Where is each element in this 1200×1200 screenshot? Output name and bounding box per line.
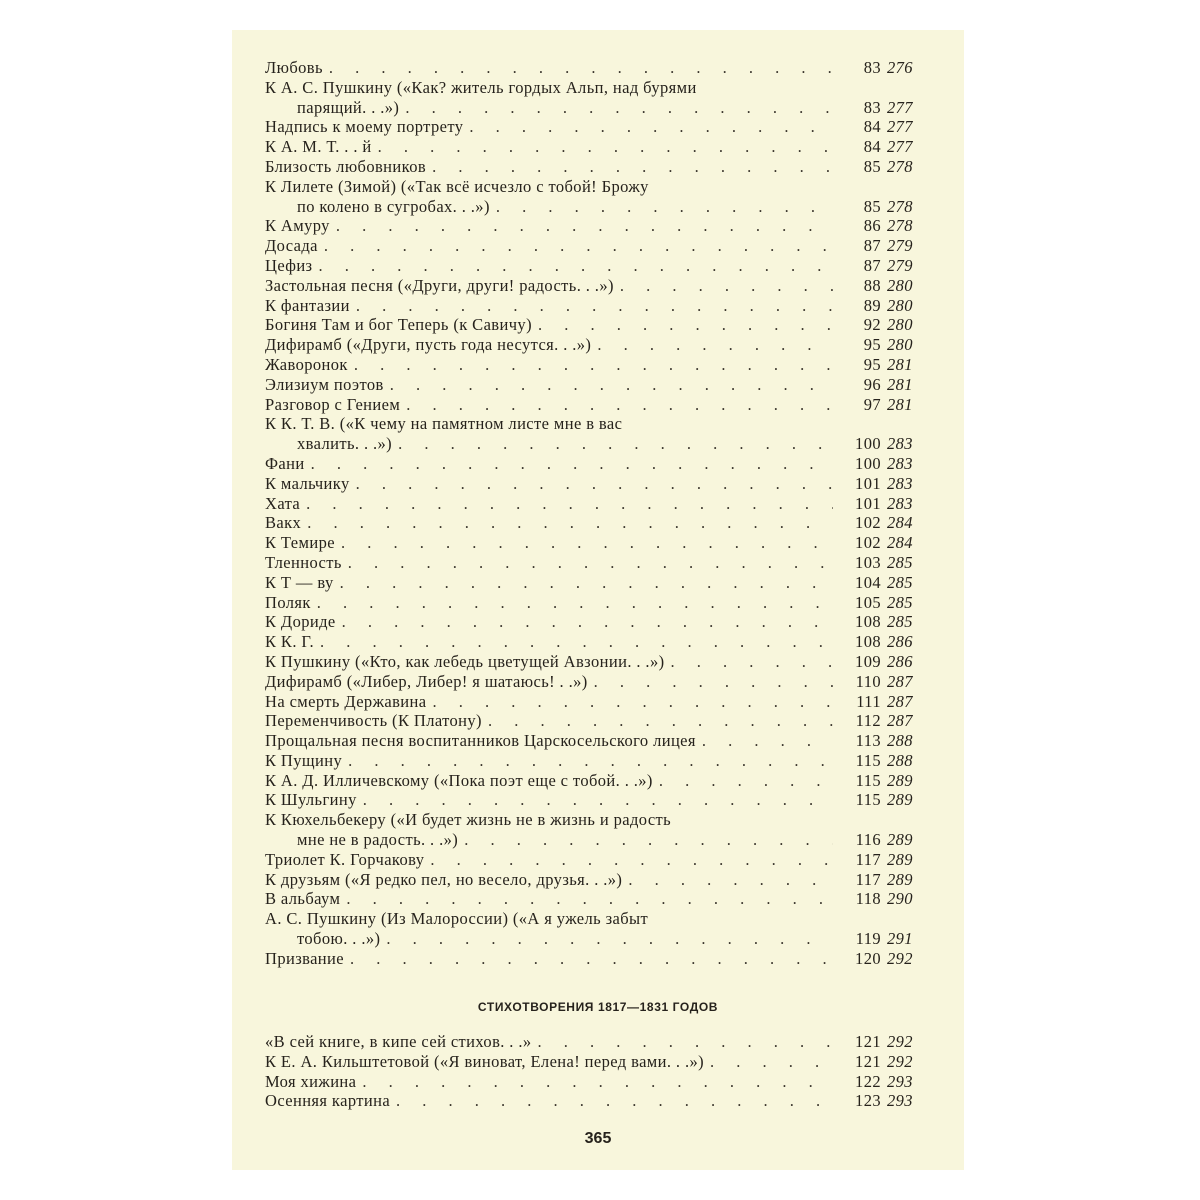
toc-entry-notes-page: 280 [887,275,913,295]
dot-leader [340,573,833,593]
toc-entry-title: Осенняя картина [265,1091,391,1111]
toc-entry-title: К Т — ву [265,572,334,592]
toc-entry-notes-page: 283 [887,493,913,513]
toc-entry-title-line: К Кюхельбекеру («И будет жизнь не в жизнь и радость [265,810,672,830]
toc-entry [265,949,929,969]
toc-entry-page: 83 [863,97,881,117]
toc-entry [265,256,929,276]
toc-entry-page: 86 [863,216,881,236]
toc-entry-notes-page: 289 [887,790,913,810]
toc-entry-notes-page: 287 [887,691,913,711]
toc-entry-page: 105 [855,592,881,612]
toc-entry [265,692,929,712]
toc-entry-title-line: К Лилете (Зимой) («Так всё исчезло с тобой! Брожу [265,176,649,196]
dot-leader [594,672,833,692]
toc-entry [265,711,929,731]
toc-entry [265,593,929,613]
toc-entry-notes-page: 287 [887,671,913,691]
dot-leader [390,375,833,395]
dot-leader [406,395,833,415]
toc-entry-title: Цефиз [265,255,313,275]
toc-entry-page: 92 [863,315,881,335]
dot-leader [324,236,833,256]
toc-entry-notes-page: 281 [887,374,913,394]
dot-leader [464,830,833,850]
toc-entry-notes-page: 290 [887,889,913,909]
toc-entry-title: К фантазии [265,295,350,315]
dot-leader [659,771,833,791]
toc-entry-notes-page: 276 [887,58,913,77]
toc-entry-title: К Е. А. Кильштетовой («Я виноват, Елена! перед вами. . .») [265,1051,705,1071]
toc-entry-title: Поляк [265,592,311,612]
toc-entry-title: К Пущину [265,750,343,770]
toc-entry-page: 117 [855,869,881,889]
toc-entry-notes-page: 289 [887,869,913,889]
toc-entry-notes-page: 279 [887,236,913,256]
toc-entry-page: 87 [863,255,881,275]
toc-entry-title: Близость любовников [265,156,427,176]
toc-entry-notes-page: 285 [887,612,913,632]
toc-entry [265,1072,929,1092]
toc-entry-page: 117 [855,849,881,869]
toc-entry-title: К Амуру [265,216,330,236]
toc-entry [265,731,929,751]
toc-entry-title: Дифирамб («Либер, Либер! я шатаюсь! . .») [265,671,588,691]
toc-entry-page: 116 [855,830,881,850]
dot-leader [356,296,833,316]
toc-entry-page: 115 [855,750,881,770]
toc-entry-title: Разговор с Гением [265,394,401,414]
toc-entry [265,434,929,454]
toc-entry-notes-page: 277 [887,117,913,137]
toc-entry-page: 108 [855,632,881,652]
toc-entry-page: 115 [855,770,881,790]
toc-entry [265,612,929,632]
toc-entry-notes-page: 277 [887,97,913,117]
dot-leader [346,889,833,909]
toc-entry-notes-page: 283 [887,453,913,473]
toc-entry-page: 121 [855,1051,881,1071]
toc-entry-title: Призвание [265,948,344,968]
section-heading: СТИХОТВОРЕНИЯ 1817—1831 ГОДОВ [477,1000,719,1014]
toc-entry-title: К А. Д. Илличевскому («Пока поэт еще с тобой. . .») [265,770,653,790]
toc-entry-title: Жаворонок [265,354,348,374]
toc-entry-notes-page: 287 [887,711,913,731]
toc-entry [265,216,929,236]
toc-entry [265,454,929,474]
dot-leader [398,434,833,454]
toc-entry [265,296,929,316]
toc-entry-notes-page: 289 [887,770,913,790]
toc-entry-title: Богиня Там и бог Теперь (к Савичу) [265,315,532,335]
toc-entry-page: 101 [855,493,881,513]
dot-leader [432,692,833,712]
toc-entry-title: К мальчику [265,473,350,493]
toc-entry-title-line: К А. С. Пушкину («Как? житель гордых Альп, над бурями [265,77,697,97]
toc-entry-notes-page: 286 [887,651,913,671]
toc-entry-notes-page: 284 [887,513,913,533]
dot-leader [710,1052,833,1072]
toc-entry-title: Хата [265,493,301,513]
toc-entry-page: 115 [855,790,881,810]
toc-entry-title: Прощальная песня воспитанников Царскосельского лицея [265,731,696,751]
toc-entry-page: 85 [863,156,881,176]
toc-entry-title: тобою. . .») [297,929,381,949]
toc-entry [265,513,929,533]
toc-entry [265,573,929,593]
toc-entry-page: 112 [855,711,881,731]
dot-leader [671,652,834,672]
toc-entry-title: мне не в радость. . .») [297,830,459,850]
toc-entry-title: Любовь [265,58,323,77]
toc-entry-page: 102 [855,513,881,533]
table-of-contents [265,58,929,969]
toc-entry-notes-page: 286 [887,632,913,652]
dot-leader [496,197,833,217]
toc-entry-title: К А. М. Т. . . й [265,137,372,157]
toc-entry-page: 100 [855,434,881,454]
toc-entry [265,1052,929,1072]
table-of-contents-section-2 [265,1032,929,1111]
toc-entry [265,375,929,395]
toc-entry-notes-page: 293 [887,1071,913,1091]
toc-entry-page: 121 [855,1032,881,1051]
dot-leader [597,335,833,355]
dot-leader [405,98,833,118]
toc-entry [265,1032,929,1052]
toc-entry-title: хвалить. . .») [297,434,393,454]
dot-leader [348,751,833,771]
toc-entry [265,494,929,514]
toc-entry-title: На смерть Державина [265,691,427,711]
toc-entry-notes-page: 288 [887,731,913,751]
toc-entry-page: 102 [855,533,881,553]
toc-entry-page: 108 [855,612,881,632]
toc-entry-page: 95 [863,335,881,355]
toc-entry-title-line: А. С. Пушкину (Из Малороссии) («А я ужель забыт [265,909,649,929]
page-number: 365 [584,1130,612,1147]
toc-entry-page: 120 [855,948,881,968]
toc-entry [265,850,929,870]
dot-leader [306,494,833,514]
toc-entry-title-line: К К. Т. В. («К чему на памятном листе мне в вас [265,414,623,434]
toc-entry [265,751,929,771]
toc-entry-title: Переменчивость (К Платону) [265,711,482,731]
toc-entry-notes-page: 289 [887,830,913,850]
dot-leader [336,216,833,236]
dot-leader [538,1032,833,1052]
toc-entry [265,790,929,810]
dot-leader [354,355,833,375]
toc-entry-notes-page: 278 [887,216,913,236]
dot-leader [396,1091,833,1111]
toc-entry-title: Моя хижина [265,1071,357,1091]
toc-entry-title: Триолет К. Горчакову [265,849,425,869]
toc-entry-page: 87 [863,236,881,256]
toc-entry-notes-page: 283 [887,473,913,493]
toc-entry [265,474,929,494]
dot-leader [378,137,833,157]
toc-entry-page: 96 [863,374,881,394]
dot-leader [342,612,833,632]
toc-entry-title: К Пушкину («Кто, как лебедь цветущей Авзонии. . .») [265,651,665,671]
toc-entry-page: 85 [863,196,881,216]
toc-entry [265,395,929,415]
toc-entry-notes-page: 284 [887,533,913,553]
toc-entry [265,58,929,78]
dot-leader [311,454,833,474]
toc-entry [265,355,929,375]
toc-entry-page: 104 [855,572,881,592]
dot-leader [488,711,833,731]
dot-leader [386,929,833,949]
toc-entry-title: Надпись к моему портрету [265,117,464,137]
dot-leader [538,315,833,335]
toc-entry-title: К К. Г. [265,632,314,652]
dot-leader [430,850,833,870]
toc-entry-title: Тленность [265,552,342,572]
toc-entry-notes-page: 281 [887,354,913,374]
toc-entry [265,771,929,791]
toc-entry-title: по колено в сугробах. . .») [297,196,490,216]
toc-entry [265,929,929,949]
dot-leader [329,58,833,78]
toc-entry-title: В альбаум [265,889,341,909]
toc-entry-title: Досада [265,236,318,256]
toc-entry [265,98,929,118]
toc-entry-notes-page: 292 [887,1051,913,1071]
dot-leader [350,949,833,969]
toc-entry-page: 95 [863,354,881,374]
toc-entry-title: Дифирамб («Други, пусть года несутся. . .») [265,335,592,355]
toc-entry [265,197,929,217]
toc-entry-page: 83 [863,58,881,77]
toc-entry-page: 111 [856,691,881,711]
toc-entry-notes-page: 285 [887,572,913,592]
toc-entry-page: 103 [855,552,881,572]
toc-entry-title: «В сей книге, в кипе сей стихов. . .» [265,1032,532,1051]
toc-entry-title: К Шульгину [265,790,357,810]
toc-entry-notes-page: 289 [887,849,913,869]
toc-entry [265,533,929,553]
toc-entry-page: 109 [855,651,881,671]
dot-leader [620,276,833,296]
toc-entry-title: Элизиум поэтов [265,374,384,394]
toc-entry-page: 84 [863,117,881,137]
dot-leader [432,157,833,177]
toc-entry [265,236,929,256]
toc-entry-notes-page: 278 [887,156,913,176]
toc-entry [265,553,929,573]
toc-entry [265,870,929,890]
toc-entry-notes-page: 288 [887,750,913,770]
toc-entry-title: Вакх [265,513,302,533]
toc-entry [265,1091,929,1111]
toc-entry-notes-page: 283 [887,434,913,454]
toc-entry [265,652,929,672]
toc-entry-notes-page: 292 [887,948,913,968]
toc-entry-page: 113 [855,731,881,751]
toc-entry-title: Застольная песня («Други, други! радость. . .») [265,275,614,295]
toc-entry-page: 118 [855,889,881,909]
toc-entry-notes-page: 279 [887,255,913,275]
toc-entry [265,672,929,692]
toc-entry [265,157,929,177]
toc-entry-notes-page: 281 [887,394,913,414]
toc-entry-page: 123 [855,1091,881,1111]
dot-leader [362,1072,833,1092]
dot-leader [307,513,833,533]
dot-leader [469,117,833,137]
toc-entry-notes-page: 291 [887,929,913,949]
toc-entry [265,632,929,652]
toc-entry-notes-page: 285 [887,552,913,572]
toc-entry-notes-page: 280 [887,315,913,335]
toc-entry-notes-page: 293 [887,1091,913,1111]
dot-leader [628,870,833,890]
toc-entry-title: Фани [265,453,305,473]
toc-entry-page: 101 [855,473,881,493]
toc-entry-page: 89 [863,295,881,315]
toc-entry-page: 97 [863,394,881,414]
toc-entry-title: парящий. . .») [297,97,400,117]
toc-entry [265,889,929,909]
toc-entry [265,830,929,850]
toc-entry-notes-page: 278 [887,196,913,216]
dot-leader [348,553,833,573]
dot-leader [320,632,833,652]
toc-entry-page: 88 [863,275,881,295]
toc-entry-notes-page: 280 [887,335,913,355]
dot-leader [317,593,833,613]
toc-entry [265,315,929,335]
toc-entry-title: К Дориде [265,612,336,632]
toc-entry-notes-page: 277 [887,137,913,157]
toc-entry-page: 84 [863,137,881,157]
toc-entry-title: К Темире [265,533,335,553]
toc-entry [265,117,929,137]
toc-entry-notes-page: 292 [887,1032,913,1051]
toc-entry [265,335,929,355]
dot-leader [363,790,833,810]
toc-entry-title: К друзьям («Я редко пел, но весело, друзья. . .») [265,869,623,889]
toc-entry-notes-page: 285 [887,592,913,612]
toc-entry-page: 110 [855,671,881,691]
dot-leader [702,731,833,751]
toc-entry [265,276,929,296]
toc-entry-page: 122 [855,1071,881,1091]
dot-leader [341,533,833,553]
toc-entry [265,137,929,157]
toc-entry-notes-page: 280 [887,295,913,315]
toc-entry-page: 119 [855,929,881,949]
dot-leader [318,256,833,276]
dot-leader [356,474,833,494]
toc-entry-page: 100 [855,453,881,473]
